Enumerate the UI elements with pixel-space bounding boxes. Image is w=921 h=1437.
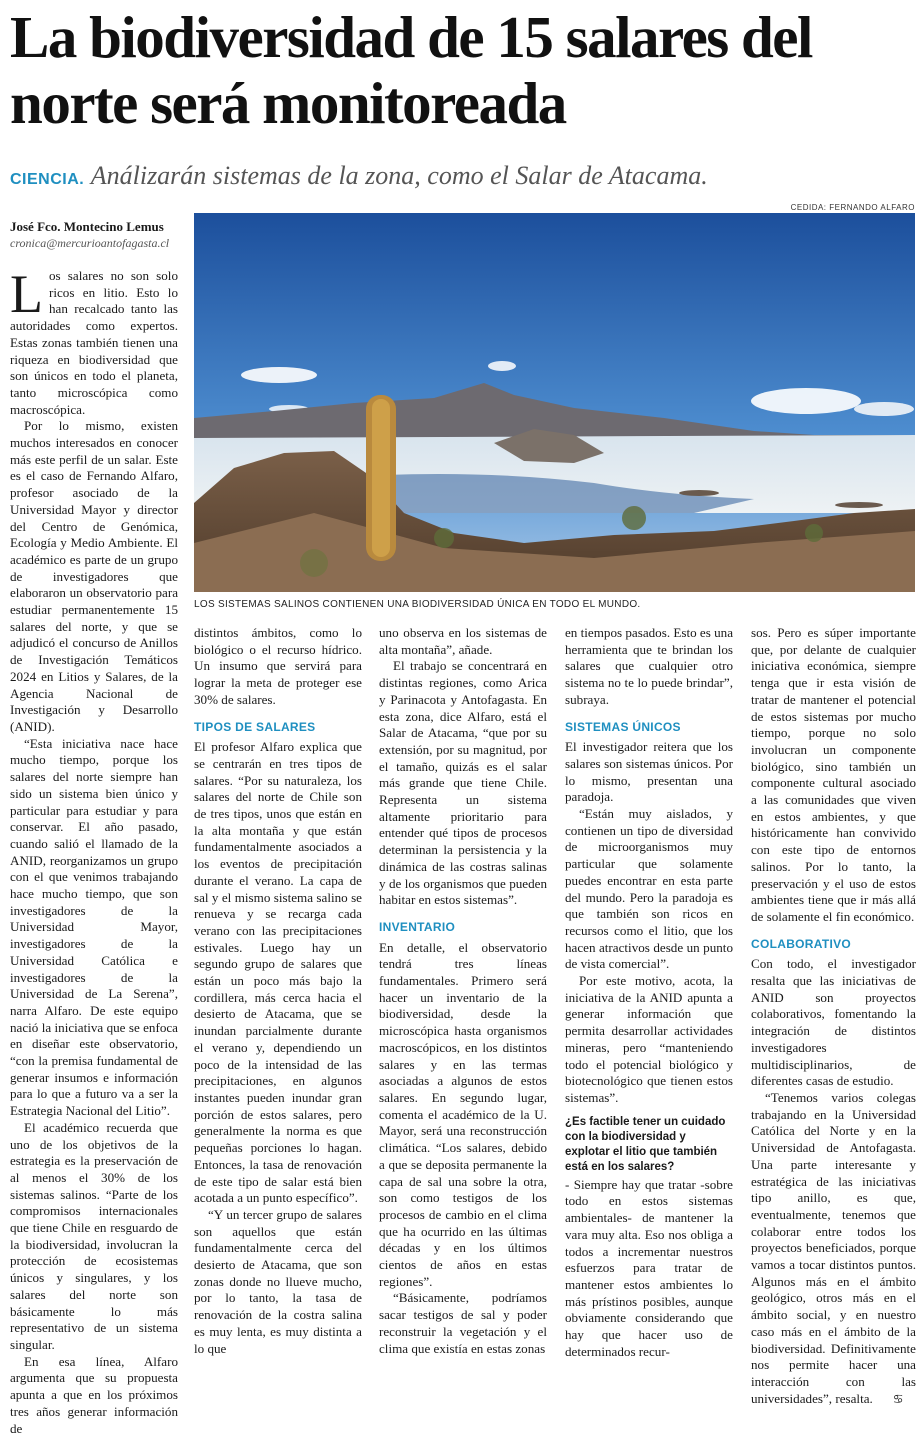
subhead (10, 162, 915, 194)
article-column-3 (379, 625, 547, 1360)
author-email: cronica@mercurioantofagasta.cl (10, 236, 170, 250)
photo-caption: LOS SISTEMAS SALINOS CONTIENEN UNA BIODIVERSIDAD ÚNICA EN TODO EL MUNDO. (194, 599, 641, 610)
subheading: TIPOS DE SALARES (194, 719, 316, 734)
paragraph: El académico recuerda que uno de los objetivos de la estrategia es la preservación de al menos el 30% de los sistemas salinos. “Parte de los compromisos internacionales que tiene Chile en resguardo de la biodiversidad, involucran la protección de ecosistemas únicos y singulares, y los salares del norte son básicamente lo más representativo de un sistema singular. (10, 1119, 178, 1352)
paragraph: Por lo mismo, existen muchos interesados en conocer más este perfil de un salar. Este es el caso de Fernando Alfaro, profesor asociado de la Universidad Mayor y director del Centro de Genómica, Ecología y Medio Ambiente. El académico es parte de un grupo de investigadores que elaboraron un observatorio para estudiar permanentemente 15 salares del norte, y que se adjudicó el concurso de Anillos de Investigación Temáticos 2024 en Litios y Salares, de la Agencia Nacional de Investigación y Desarrollo (ANID). (10, 418, 178, 734)
article-column-4 (565, 625, 733, 1360)
end-of-article-icon: ♋ (892, 1391, 904, 1406)
paragraph: “Básicamente, podríamos sacar testigos de sal y poder reconstruir la vegetación y el clima que existía en estas zonas (379, 1290, 547, 1356)
paragraph: “Esta iniciativa nace hace mucho tiempo, porque los salares del norte siempre han sido un sistema bien único y particular para estudiar y para conservar. El año pasado, cuando salió el llamado de la ANID, reorganizamos un grupo con el que venimos trabajando hace mucho tiempo, que son investigadores de la Universidad Mayor, investigadores de la Universidad Católica e investigadores de la Universidad de La Serena”, narra Alfaro. De este equipo nació la iniciativa que se enfoca en diseñar este observatorio, “con la premisa fundamental de generar insumos e información para lo que a futuro va a ser la Estrategia Nacional del Litio”. (10, 735, 178, 1119)
article-column-5 (751, 625, 916, 1406)
paragraph: - Siempre hay que tratar -sobre todo en estos sistemas ambientales- de mantener la vara muy alta. Eso nos obliga a todos a incrementar nuestros esfuerzos para tratar de mantener estos ambientes lo más prístinos posibles, aunque obviamente considerando que hay que hacer uso de determinados recur- (565, 1176, 733, 1359)
paragraph: sos. Pero es súper importante que, por delante de cualquier iniciativa económica, siempre tenga que ir esta visión de tratar de mantener el potencial de estos sistemas por mucho tiempo, porque no solo involucran un componente biológico, sino también un componente cultural asociado a las comunidades que viven en estos ambientes, y que históricamente han convivido con este tipo de entornos salinos. Por lo tanto, la preservación y el uso de estos ambientes tiene que ir más allá de solamente el fin económico. (751, 625, 916, 924)
subheading: INVENTARIO (379, 919, 456, 934)
paragraph: El investigador reitera que los salares son sistemas únicos. Por lo mismo, presentan una paradoja. (565, 739, 733, 805)
drop-cap: L (10, 264, 43, 324)
paragraph: En detalle, el observatorio tendrá tres líneas fundamentales. Primero será hacer un inventario de la biodiversidad, desde la microscópica hasta organismos macroscópicos, en los distintos salares y en las termas asociadas a algunos de estos salares. En segundo lugar, comenta el académico de la U. Mayor, será una reconstrucción climática. “Los salares, debido a que se deposita permanente la capa de sal una sobre la otra, son como testigos de los procesos de cambio en el clima que ha ocurrido en las últimas décadas y en los últimos cientos de años en estas regiones”. (379, 939, 547, 1289)
paragraph: uno observa en los sistemas de alta montaña”, añade. (379, 625, 547, 657)
deck: Análizarán sistemas de la zona, como el Salar de Atacama. (90, 161, 708, 190)
paragraph: El trabajo se concentrará en distintas regiones, como Arica y Parinacota y Antofagasta. En esta zona, dice Alfaro, está el Salar de Atacama, “que por su extensión, por su magnitud, por el tamaño, quizás es el salar más grande que tiene Chile. Representa un sistema altamente prioritario para entender qué tipos de procesos determinan la persistencia y la dinámica de las costras salinas y de los organismos que pueden habitar en estos sistemas”. (379, 658, 547, 908)
article-column-2 (194, 625, 362, 1360)
paragraph: distintos ámbitos, como lo biológico o el recurso hídrico. Un insumo que servirá para lograr la meta de proteger ese 30% de salares. (194, 625, 362, 707)
paragraph: Con todo, el investigador resalta que las iniciativas de ANID son proyectos colaborativos, fomentando la integración de distintos investigadores multidisciplinarios, de diferentes casas de estudio. (751, 956, 916, 1089)
paragraph: “Tenemos varios colegas trabajando en la Universidad Católica del Norte y en la Universidad de Antofagasta. Una parte interesante y estratégica de las iniciativas tipo anillo, es que, eventualmente, tenemos que colaborar entre todos los proyectos beneficiados, porque vamos a tocar distintos puntos. Algunos más en el ámbito geológico, otros más en el ámbito social, y en nuestro caso más en el ámbito de la biodiversidad. Definitivamente nos permite hacer una interacción con las universidades”, resalta. ♋ (751, 1089, 916, 1406)
paragraph: El profesor Alfaro explica que se centrarán en tres tipos de salares. “Por su naturaleza, los salares del norte de Chile son de tres tipos, unos que están en la alta montaña y que están fundamentalmente asociados a los eventos de precipitación durante el verano. La capa de sal y el mismo sistema salino se renueva y se recarga cada verano con las precipitaciones estivales. Luego hay un segundo grupo de salares que están un poco más bajo la cordillera, más cerca hacia el desierto de Atacama, que se inundan parcialmente durante el verano y, dependiendo un poco de la intensidad de las precipitaciones, en algunos instantes pueden inundar gran porción de estos salares, pero generalmente la norma es que pequeñas porciones lo hagan. Entonces, la tasa de renovación de este tipo de salar está bien acotada a un punto específico”. (194, 739, 362, 1206)
article-column-1 (10, 264, 178, 1436)
photo-credit: CEDIDA: FERNANDO ALFARO (790, 203, 915, 212)
author: José Fco. Montecino Lemus (10, 219, 164, 234)
paragraph: Por este motivo, acota, la iniciativa de la ANID apunta a generar información que permita desarrollar actividades mineras, pero “manteniendo todo el potencial biológico y biotecnológico que tienen estos sistemas”. (565, 973, 733, 1105)
paragraph: en tiempos pasados. Esto es una herramienta que te brindan los salares que cualquier otro sistema no te lo puede brindar”, subraya. (565, 625, 734, 707)
paragraph: Los salares no son solo ricos en litio. Esto lo han recalcado tanto las autoridades como expertos. Estas zonas también tienen una riqueza en biodiversidad que son únicos en todo el planeta, tanto microscópica como macroscópica. (10, 264, 178, 417)
headline: La biodiversidad de 15 salares del norte será monitoreada (10, 4, 812, 136)
interview-question: ¿Es factible tener un cuidado con la biodiversidad y explotar el litio que también está en los salares? (565, 1115, 726, 1173)
salar-photo (194, 213, 915, 592)
paragraph: En esa línea, Alfaro argumenta que su propuesta apunta a que en los próximos tres años generar información de (10, 1353, 178, 1436)
salar-landscape-image (194, 213, 915, 592)
subheading: COLABORATIVO (751, 936, 852, 951)
paragraph: “Están muy aislados, y contienen un tipo de diversidad de microorganismos muy particular que solamente puedes encontrar en esta parte del mundo. Pero la paradoja es que también son ricos en recursos como el litio, que los hacen atractivos desde un punto de vista comercial”. (565, 806, 733, 972)
subheading: SISTEMAS ÚNICOS (565, 719, 681, 734)
paragraph: “Y un tercer grupo de salares son aquellos que están fundamentalmente cerca del desierto de Atacama, que son zonas donde no llueve mucho, por lo tanto, la tasa de renovación de la costra salina es muy lenta, es muy distinta a lo que (194, 1206, 362, 1356)
section-tag: CIENCIA. (10, 171, 85, 188)
